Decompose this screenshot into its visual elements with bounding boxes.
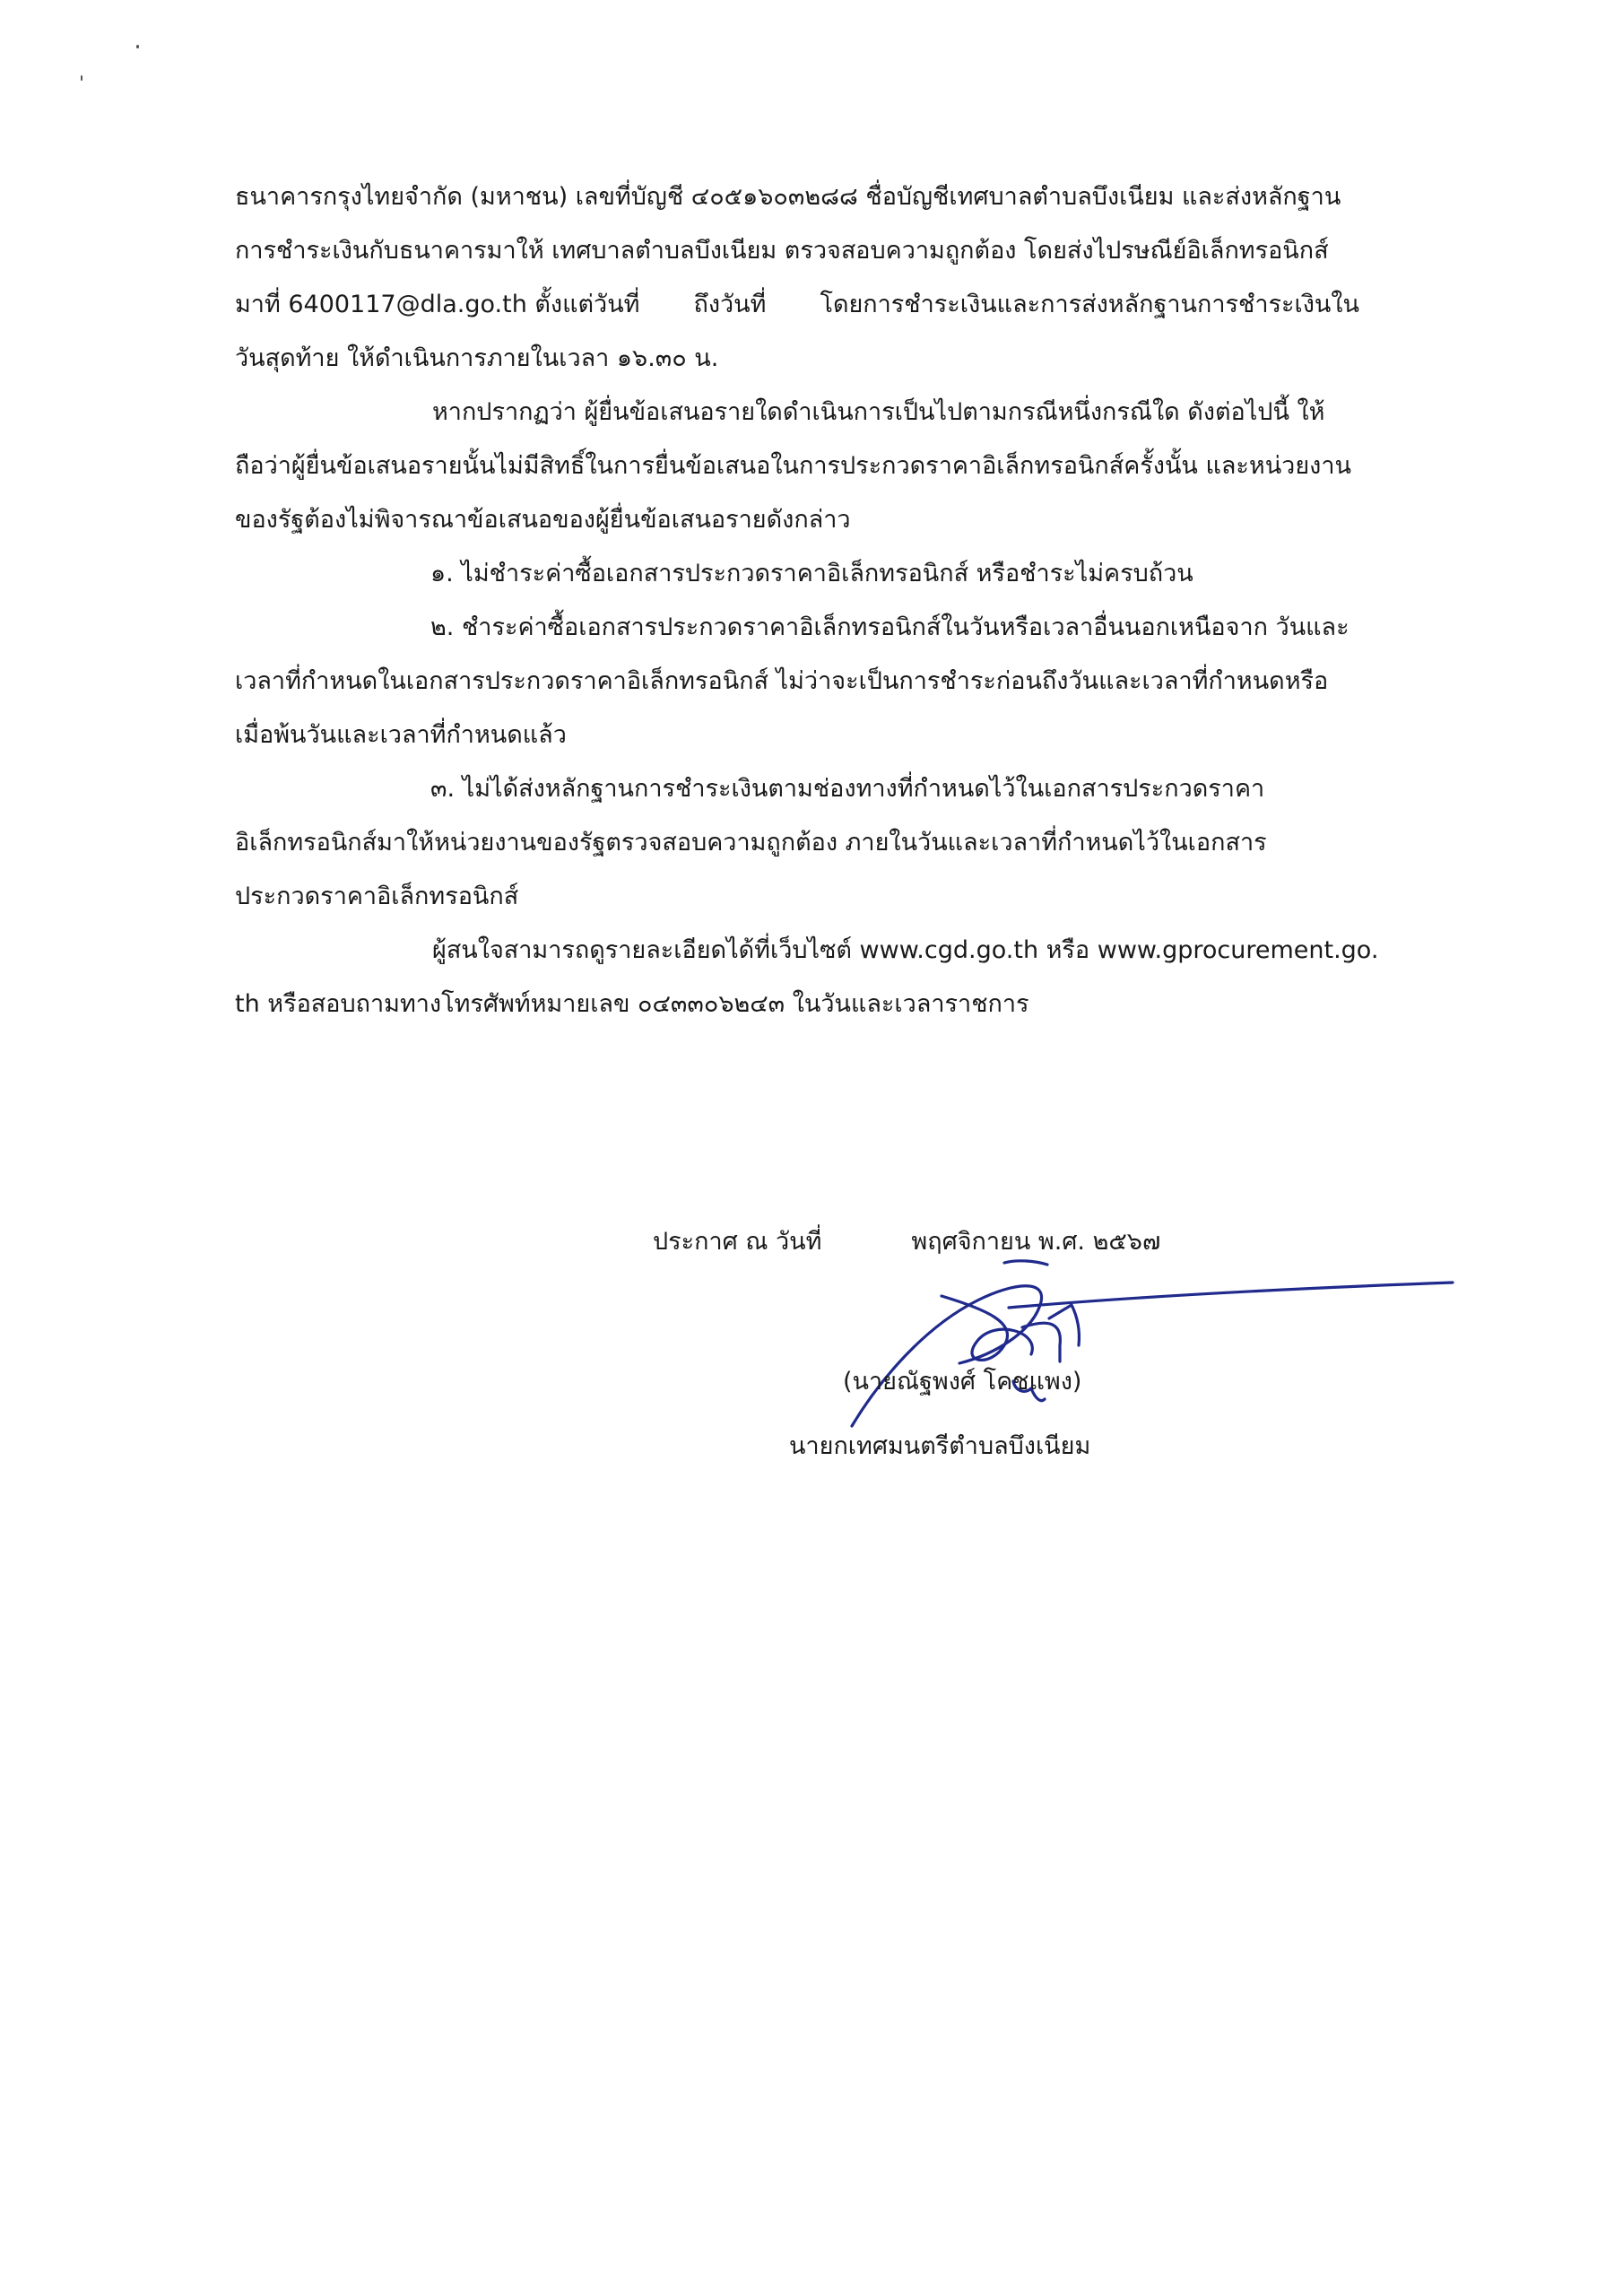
signer-title: นายกเทศมนตรีตำบลบึงเนียม bbox=[789, 1432, 1091, 1460]
text-line: ๑. ไม่ชำระค่าซื้อเอกสารประกวดราคาอิเล็กทรอนิกส์ หรือชำระไม่ครบถ้วน bbox=[430, 560, 1193, 587]
text-line: ถือว่าผู้ยื่นข้อเสนอรายนั้นไม่มีสิทธิ์ในการยื่นข้อเสนอในการประกวดราคาอิเล็กทรอนิกส์ครั้งนั้น และหน่วยงาน bbox=[235, 452, 1351, 480]
text-line: หากปรากฏว่า ผู้ยื่นข้อเสนอรายใดดำเนินการเป็นไปตามกรณีหนึ่งกรณีใด ดังต่อไปนี้ ให้ bbox=[432, 398, 1325, 426]
text-line: ธนาคารกรุงไทยจำกัด (มหาชน) เลขที่บัญชี ๔๐๕๑๖๐๓๒๘๘ ชื่อบัญชีเทศบาลตำบลบึงเนียม และส่งหลักฐาน bbox=[235, 183, 1341, 211]
end-date-label: ถึงวันที่ bbox=[693, 291, 767, 318]
signature-block bbox=[0, 1202, 1623, 1561]
handwritten-signature bbox=[825, 1256, 1471, 1435]
deadline-phrase: โดยการชำระเงินและการส่งหลักฐานการชำระเงินใน bbox=[820, 291, 1360, 318]
list-item-1 bbox=[235, 547, 1472, 601]
text-line: การชำระเงินกับธนาคารมาให้ เทศบาลตำบลบึงเนียม ตรวจสอบความถูกต้อง โดยส่งไปรษณีย์อิเล็กทรอนิกส์ bbox=[235, 237, 1329, 265]
scan-speck bbox=[81, 75, 82, 81]
text-line bbox=[235, 278, 1472, 332]
text-line: ของรัฐต้องไม่พิจารณาข้อเสนอของผู้ยื่นข้อเสนอรายดังกล่าว bbox=[235, 506, 851, 534]
list-item-2 bbox=[235, 601, 1472, 762]
text-line: วันสุดท้าย ให้ดำเนินการภายในเวลา ๑๖.๓๐ น. bbox=[235, 344, 719, 372]
announce-prefix: ประกาศ ณ วันที่ bbox=[653, 1228, 822, 1256]
announcement-date bbox=[653, 1222, 1160, 1260]
announce-date: พฤศจิกายน พ.ศ. ๒๕๖๗ bbox=[911, 1228, 1161, 1256]
text-line: ๒. ชำระค่าซื้อเอกสารประกวดราคาอิเล็กทรอนิกส์ในวันหรือเวลาอื่นนอกเหนือจาก วันและ bbox=[430, 613, 1350, 641]
text-line: ประกวดราคาอิเล็กทรอนิกส์ bbox=[235, 883, 519, 910]
text-line: เมื่อพ้นวันและเวลาที่กำหนดแล้ว bbox=[235, 721, 567, 749]
signer-name: (นายณัฐพงศ์ โคชแพง) bbox=[843, 1368, 1082, 1396]
text-line: ๓. ไม่ได้ส่งหลักฐานการชำระเงินตามช่องทางที่กำหนดไว้ในเอกสารประกวดราคา bbox=[430, 775, 1265, 803]
text-line: อิเล็กทรอนิกส์มาให้หน่วยงานของรัฐตรวจสอบความถูกต้อง ภายในวันและเวลาที่กำหนดไว้ในเอกสาร bbox=[235, 829, 1267, 857]
payment-paragraph bbox=[235, 170, 1472, 386]
email-phrase: มาที่ 6400117@dla.go.th ตั้งแต่วันที่ bbox=[235, 291, 640, 318]
body-text bbox=[235, 170, 1472, 1031]
text-line: ผู้สนใจสามารถดูรายละเอียดได้ที่เว็บไซต์ www.cgd.go.th หรือ www.gprocurement.go. bbox=[432, 936, 1379, 964]
disqualification-paragraph bbox=[235, 386, 1472, 547]
list-item-3 bbox=[235, 762, 1472, 924]
contact-paragraph bbox=[235, 924, 1472, 1031]
text-line: th หรือสอบถามทางโทรศัพท์หมายเลข ๐๔๓๓๐๖๒๔๓ ในวันและเวลาราชการ bbox=[235, 990, 1029, 1018]
text-line: เวลาที่กำหนดในเอกสารประกวดราคาอิเล็กทรอนิกส์ ไม่ว่าจะเป็นการชำระก่อนถึงวันและเวลาที่กำหนดหรือ bbox=[235, 667, 1329, 695]
scan-speck bbox=[136, 45, 139, 48]
